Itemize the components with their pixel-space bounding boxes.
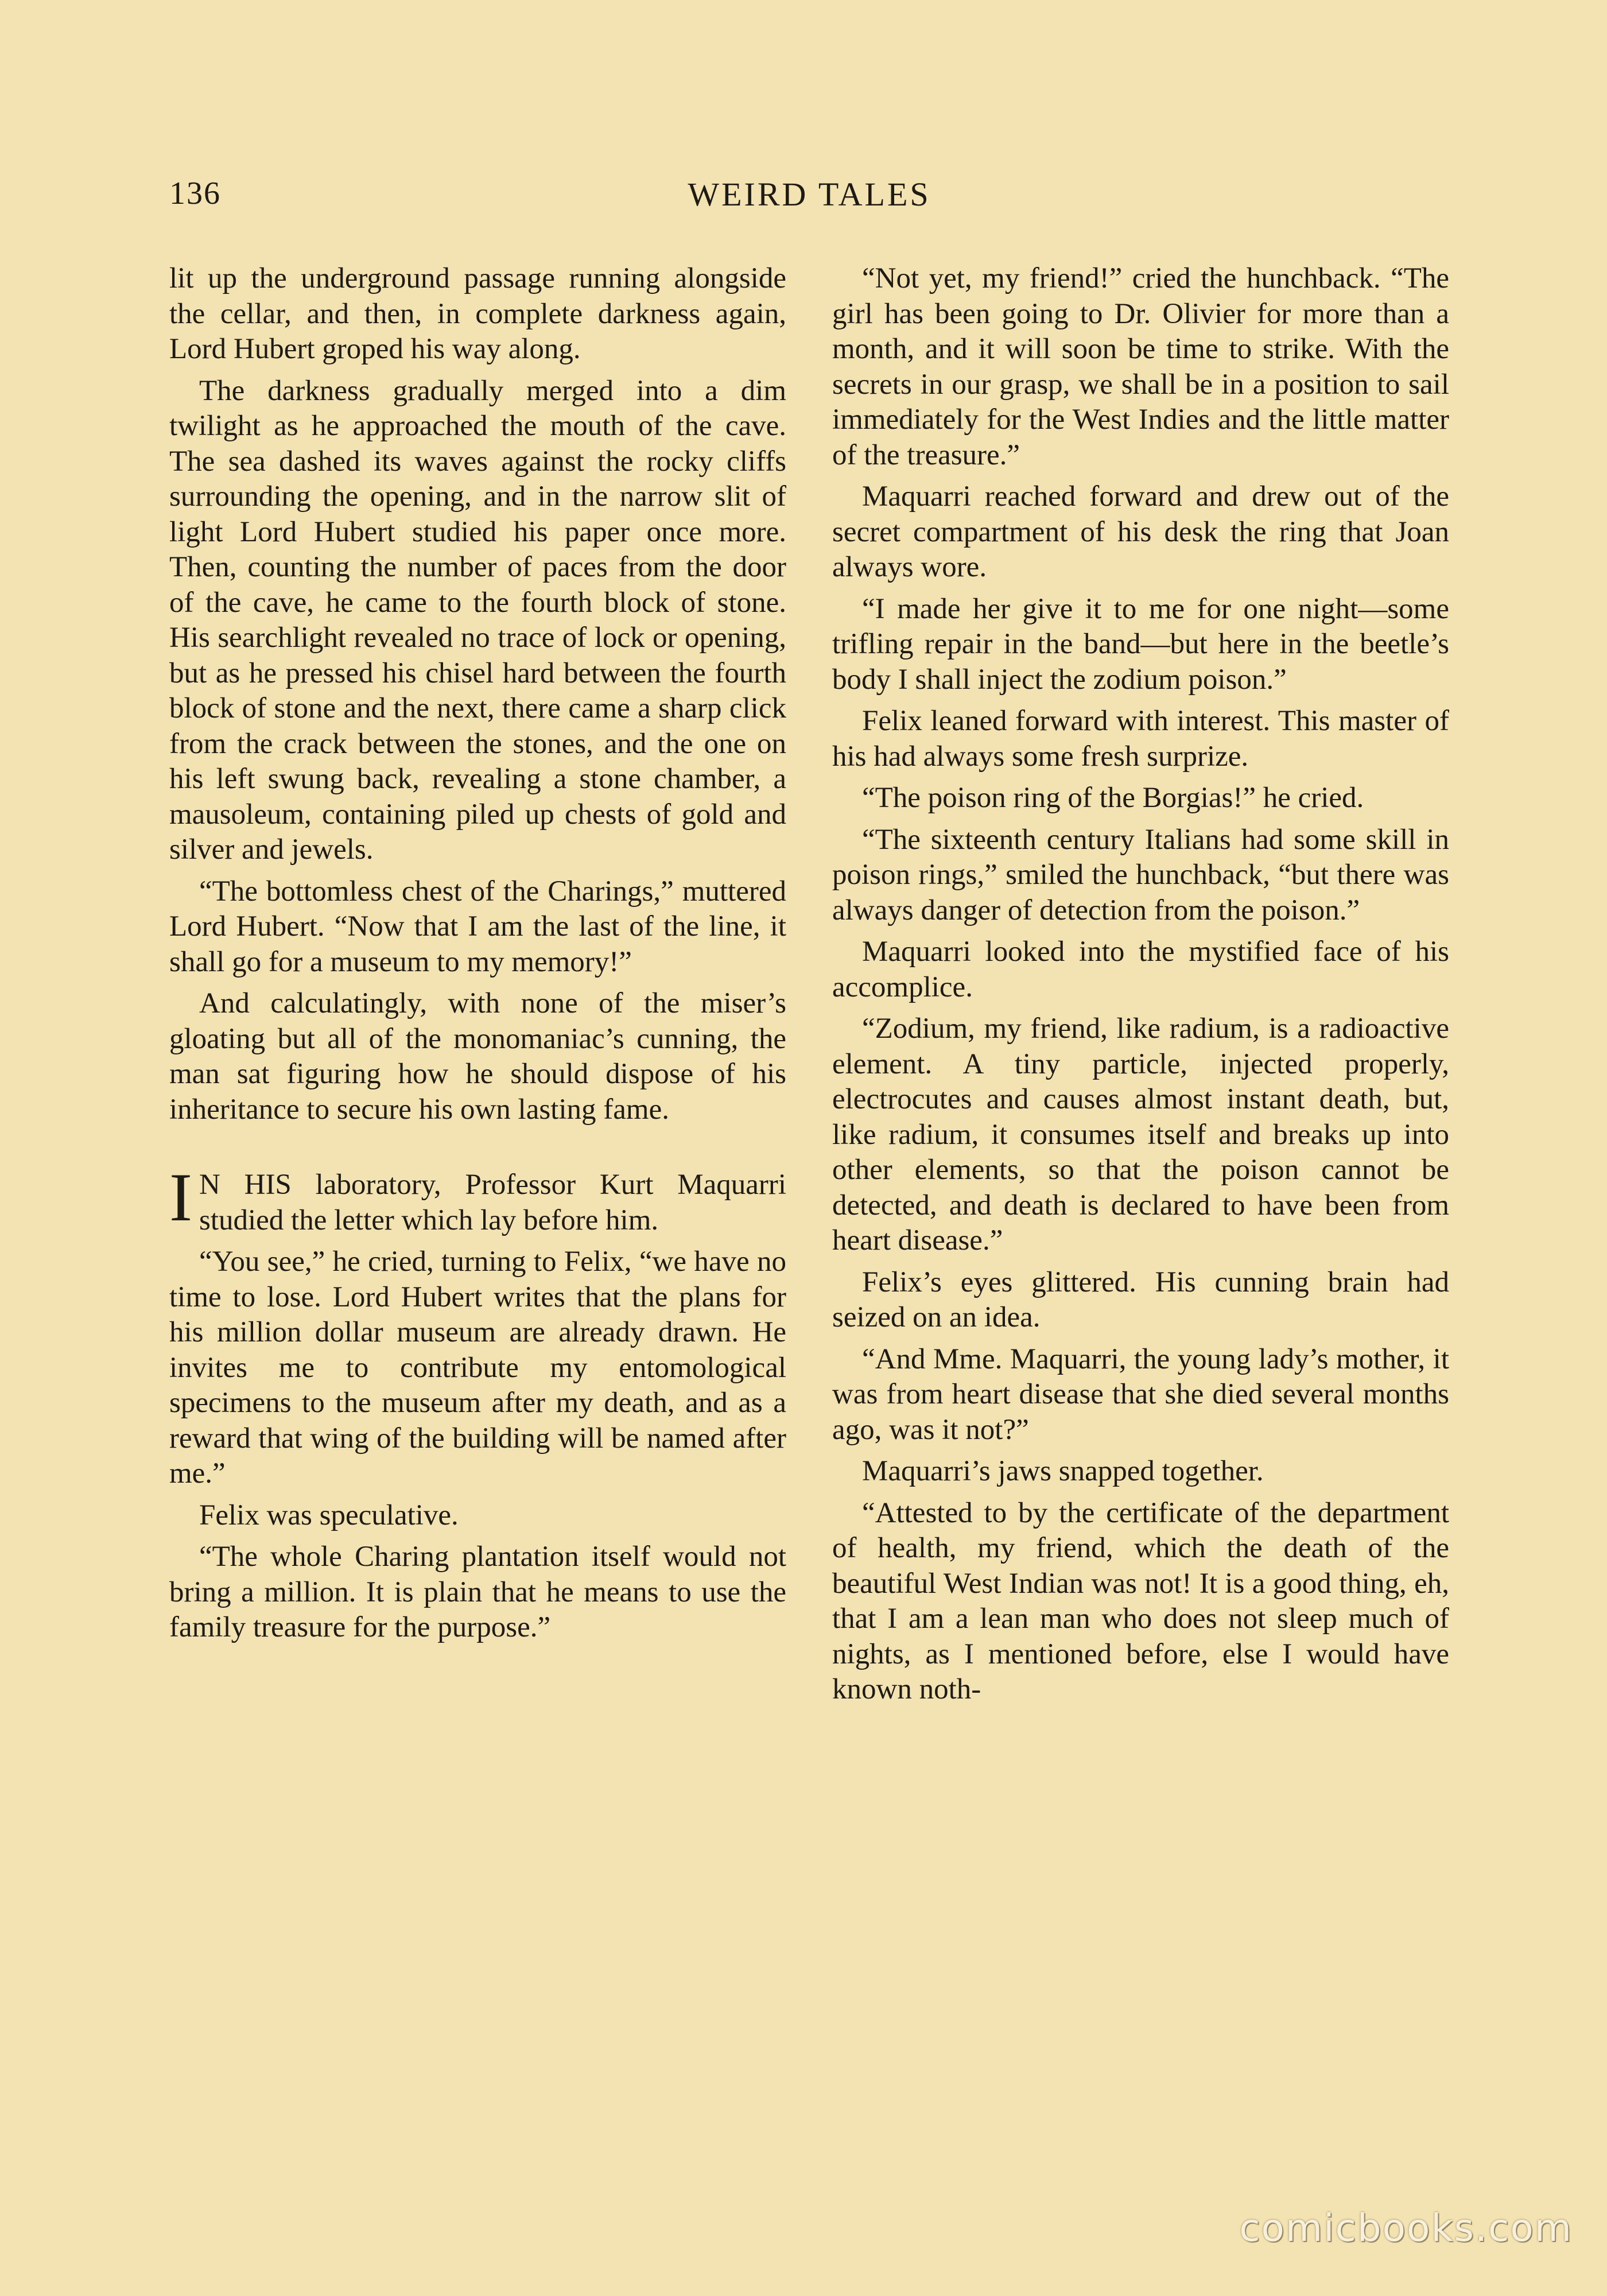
running-title: WEIRD TALES bbox=[688, 176, 931, 213]
paragraph: “The poison ring of the Borgias!” he cried. bbox=[862, 782, 1364, 814]
section-opening-paragraph bbox=[169, 1159, 786, 1238]
paragraph: “You see,” he cried, turning to Felix, “we have no time to lose. Lord Hubert writes that the plans for his million dollar museum are already drawn. He invites me to contribute my entomological specimens to the museum after my death, and as a reward that wing of the building will be named after me.” bbox=[169, 1246, 786, 1490]
page-header bbox=[169, 175, 1449, 227]
paragraph: Maquarri looked into the mystified face of his accomplice. bbox=[832, 936, 1449, 1003]
paragraph-text: N HIS laboratory, Professor Kurt Maquarri studied the letter which lay before him. bbox=[199, 1169, 786, 1236]
paragraph: “The whole Charing plantation itself would not bring a million. It is plain that he means to use the family treasure for the purpose.” bbox=[169, 1541, 786, 1643]
paragraph: Felix was speculative. bbox=[199, 1499, 459, 1531]
left-column bbox=[169, 261, 786, 1652]
paragraph: “Zodium, my friend, like radium, is a radioactive element. A tiny particle, injected properly, electrocutes and causes almost instant death, but, like radium, it consumes itself and breaks up into other elements, so that the poison cannot be detected, and death is declared to have been from heart disease.” bbox=[832, 1013, 1449, 1256]
paragraph: lit up the underground passage running alongside the cellar, and then, in complete darkness again, Lord Hubert groped his way along. bbox=[169, 262, 786, 365]
drop-cap: I bbox=[169, 1159, 192, 1235]
paragraph: The darkness gradually merged into a dim twilight as he approached the mouth of the cave. The sea dashed its waves against the rocky cliffs surrounding the opening, and in the narrow slit of light Lord Hubert studied his paper once more. Then, counting the number of paces from the door of the cave, he came to the fourth block of stone. His searchlight revealed no trace of lock or opening, but as he pressed his chisel hard between the fourth block of stone and the next, there came a sharp click from the crack between the stones, and the one on his left swung back, revealing a stone chamber, a mausoleum, containing piled up chests of gold and silver and jewels. bbox=[169, 374, 786, 866]
paragraph: Maquarri’s jaws snapped together. bbox=[862, 1455, 1264, 1487]
right-column bbox=[832, 261, 1449, 1714]
paragraph: Maquarri reached forward and drew out of the secret compartment of his desk the ring that Joan always wore. bbox=[832, 480, 1449, 583]
paragraph: And calculatingly, with none of the miser’s gloating but all of the monomaniac’s cunning, the man sat figuring how he should dispose of his inheritance to secure his own lasting fame. bbox=[169, 987, 786, 1126]
page-number: 136 bbox=[169, 176, 221, 211]
paragraph: “The sixteenth century Italians had some skill in poison rings,” smiled the hunchback, “but there was always danger of detection from the poison.” bbox=[832, 823, 1449, 926]
paragraph: Felix’s eyes glittered. His cunning brain had seized on an idea. bbox=[832, 1266, 1449, 1333]
paragraph: “Attested to by the certificate of the department of health, my friend, which the death of the beautiful West Indian was not! It is a good thing, eh, that I am a lean man who does not sleep much of nights, as I mentioned before, else I would have known noth- bbox=[832, 1496, 1449, 1705]
watermark: comicbooks.com bbox=[1239, 2206, 1573, 2250]
paragraph: Felix leaned forward with interest. This master of his had always some fresh surprize. bbox=[832, 705, 1449, 773]
paragraph: “And Mme. Maquarri, the young lady’s mother, it was from heart disease that she died several months ago, was it not?” bbox=[832, 1343, 1449, 1446]
paragraph: “Not yet, my friend!” cried the hunchback. “The girl has been going to Dr. Olivier for more than a month, and it will soon be time to strike. With the secrets in our grasp, we shall be in a position to sail immediately for the West Indies and the little matter of the treasure.” bbox=[832, 262, 1449, 471]
paragraph: “I made her give it to me for one night—some trifling repair in the band—but here in the beetle’s body I shall inject the zodium poison.” bbox=[832, 592, 1449, 696]
paragraph: “The bottomless chest of the Charings,” muttered Lord Hubert. “Now that I am the last of the line, it shall go for a museum to my memory!” bbox=[169, 875, 786, 978]
